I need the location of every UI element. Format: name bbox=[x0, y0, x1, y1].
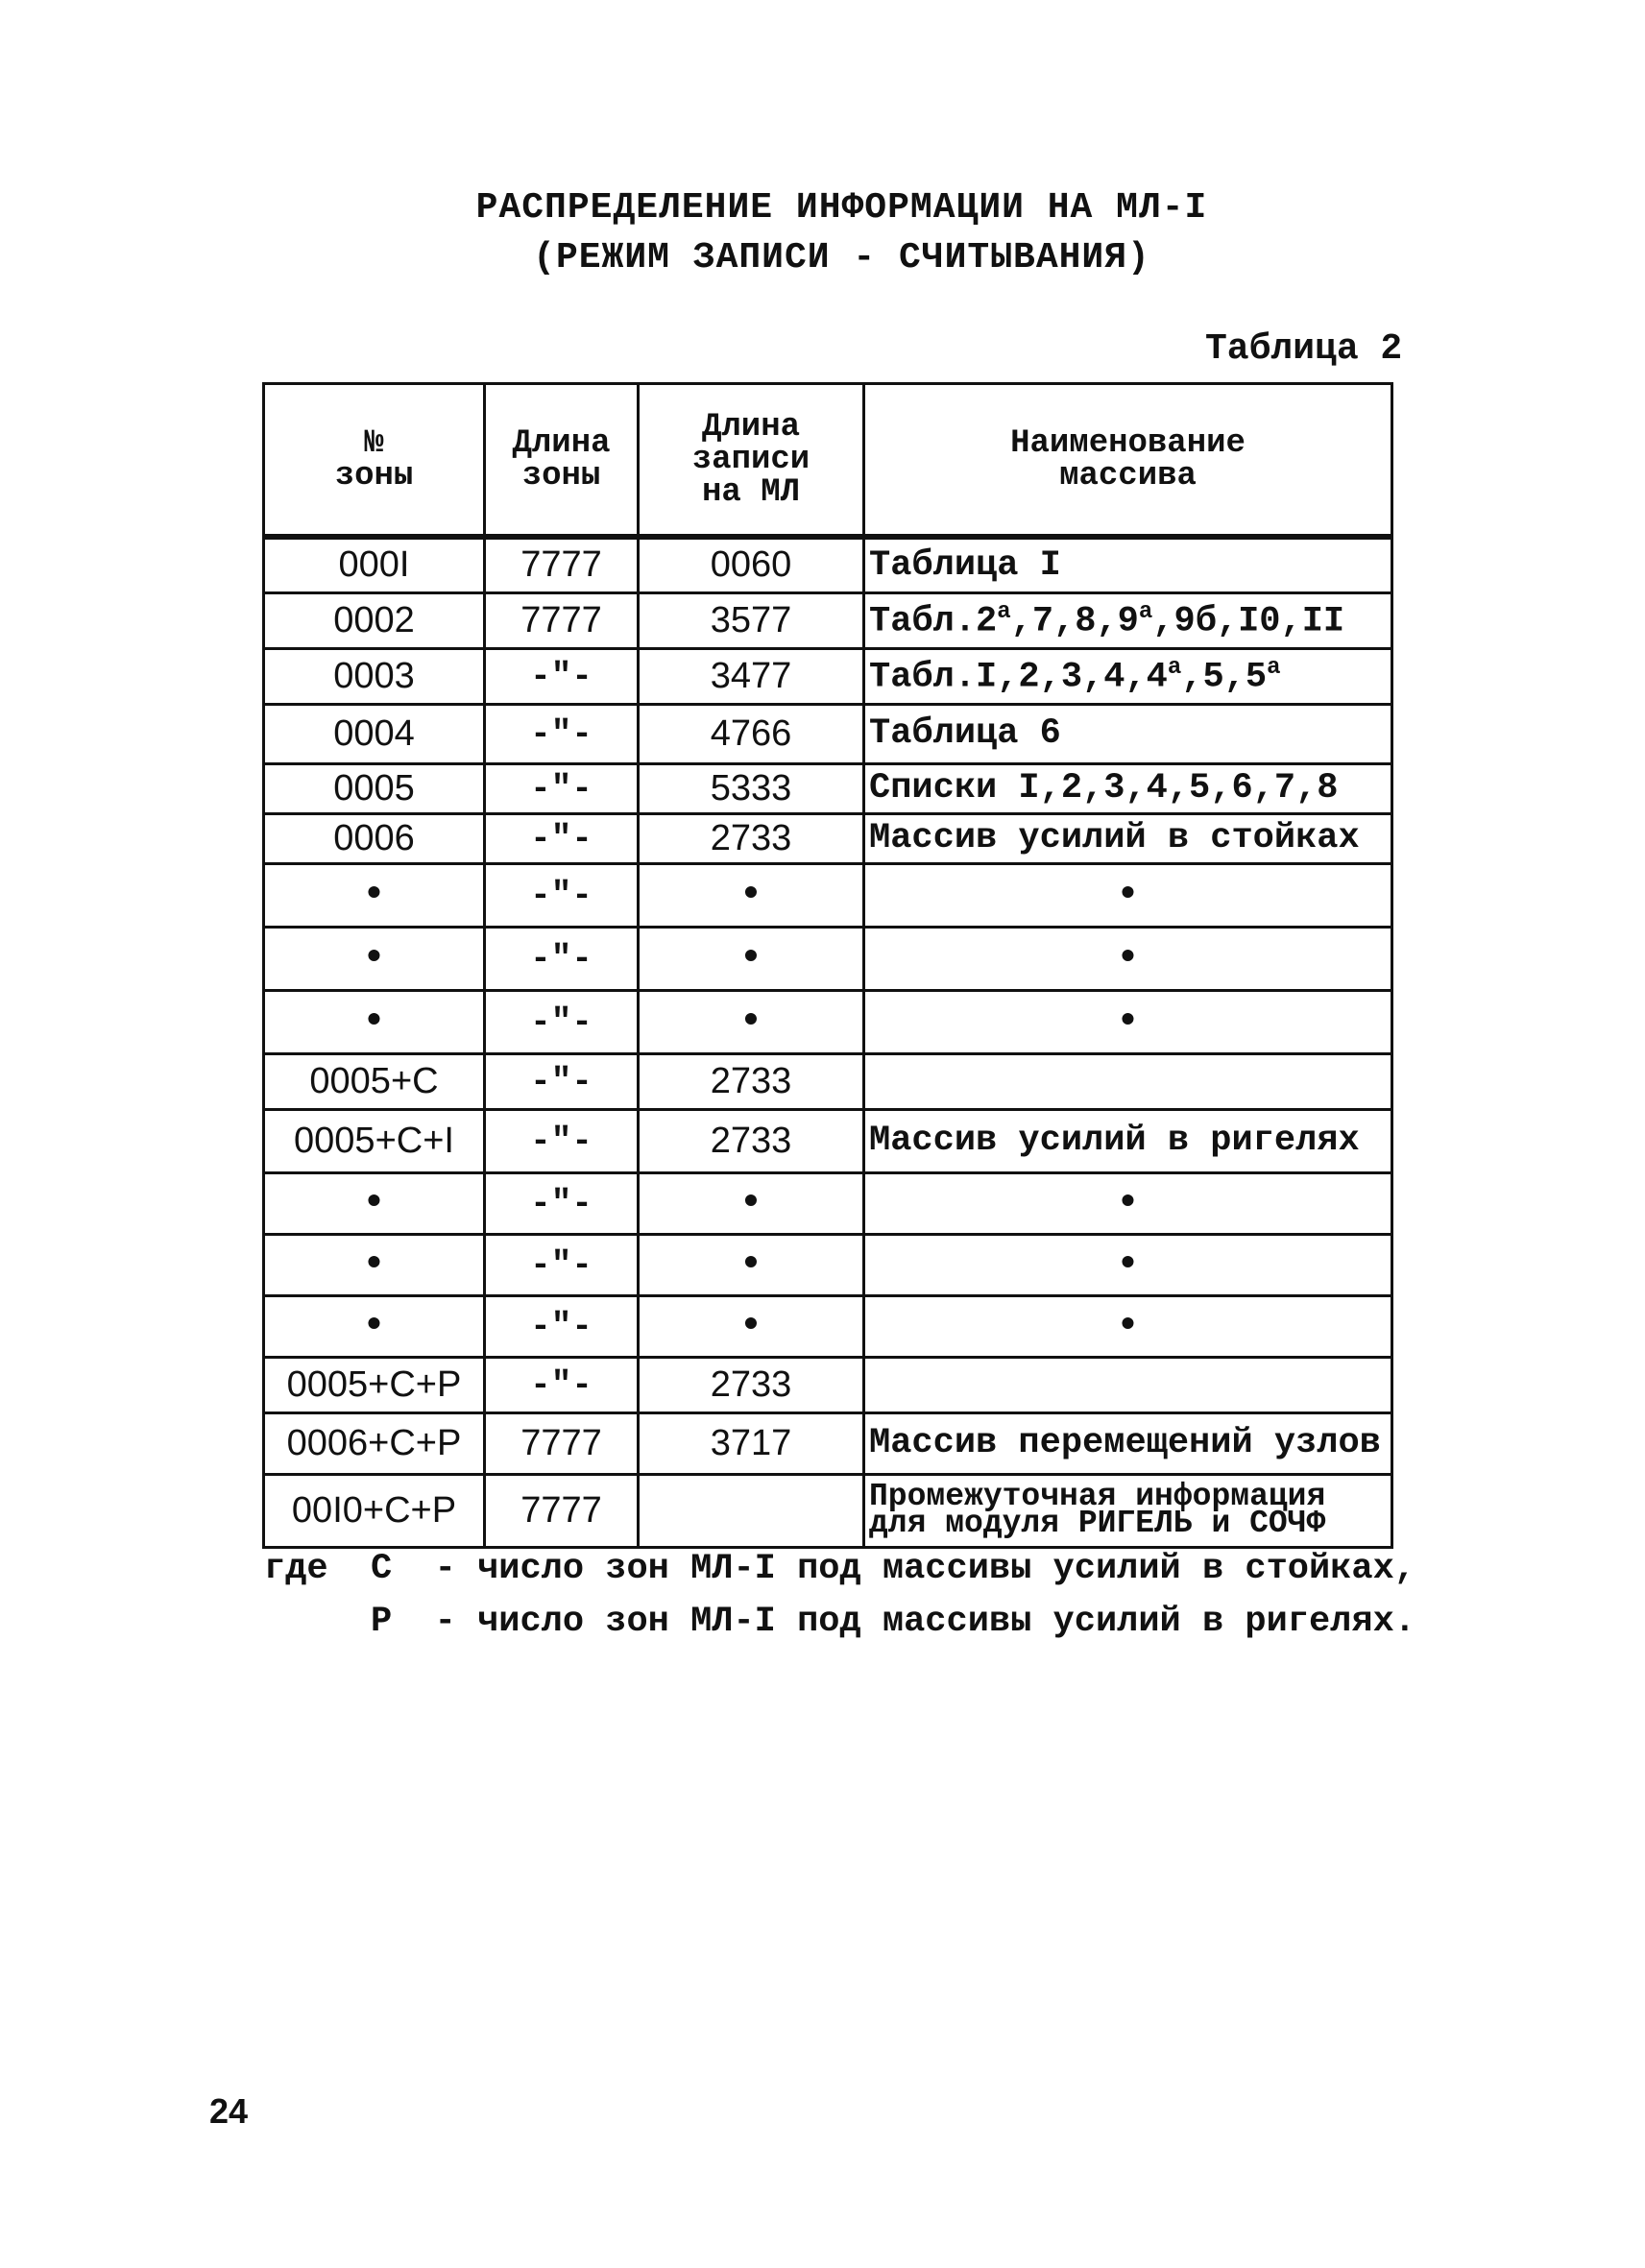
record-length-cell: • bbox=[639, 1172, 864, 1234]
zone-length-cell: -"- bbox=[485, 1053, 639, 1109]
zone-length-cell: -"- bbox=[485, 1295, 639, 1357]
zone-length-cell: -"- bbox=[485, 763, 639, 813]
record-length-cell: 3577 bbox=[639, 592, 864, 648]
page-number: 24 bbox=[209, 2091, 249, 2131]
array-name-cell: • bbox=[864, 1295, 1392, 1357]
zone-number-cell: 00I0+C+P bbox=[264, 1474, 485, 1547]
table-row bbox=[264, 1053, 1392, 1109]
zone-length-cell: -"- bbox=[485, 1234, 639, 1295]
array-name-cell: Массив усилий в ригелях bbox=[864, 1109, 1392, 1172]
zone-length-cell: -"- bbox=[485, 927, 639, 990]
array-name-part: а bbox=[1167, 654, 1182, 681]
table-body bbox=[264, 537, 1392, 1547]
table-row bbox=[264, 927, 1392, 990]
zone-number-cell: 0005+C bbox=[264, 1053, 485, 1109]
array-name-part: ,5,5 bbox=[1181, 657, 1268, 698]
array-name-cell: Промежуточная информация для модуля РИГЕЛЬ и СОЧФ bbox=[864, 1474, 1392, 1547]
zone-number-cell: 0006 bbox=[264, 813, 485, 863]
record-length-cell: 4766 bbox=[639, 704, 864, 763]
zone-length-cell: -"- bbox=[485, 863, 639, 927]
record-length-cell: • bbox=[639, 990, 864, 1053]
array-name-cell: • bbox=[864, 863, 1392, 927]
zone-number-cell: • bbox=[264, 990, 485, 1053]
table-row bbox=[264, 1412, 1392, 1474]
array-name-cell bbox=[864, 1053, 1392, 1109]
document-subtitle: (РЕЖИМ ЗАПИСИ - СЧИТЫВАНИЯ) bbox=[533, 237, 1150, 278]
zone-number-cell: • bbox=[264, 1234, 485, 1295]
note-line-c: где С - число зон МЛ-I под массивы усилий в стойках, bbox=[264, 1549, 1415, 1589]
zone-length-cell: -"- bbox=[485, 1109, 639, 1172]
record-length-cell: • bbox=[639, 863, 864, 927]
table-row bbox=[264, 648, 1392, 704]
zone-length-cell: -"- bbox=[485, 704, 639, 763]
zone-length-cell: -"- bbox=[485, 813, 639, 863]
zone-number-cell: • bbox=[264, 1172, 485, 1234]
zone-length-cell: 7777 bbox=[485, 1474, 639, 1547]
header-array-name: Наименование массива bbox=[864, 384, 1392, 538]
record-length-cell: • bbox=[639, 927, 864, 990]
zone-number-cell: 0003 bbox=[264, 648, 485, 704]
record-length-cell bbox=[639, 1474, 864, 1547]
array-name-part: Табл.2 bbox=[869, 601, 998, 642]
record-length-cell: 3717 bbox=[639, 1412, 864, 1474]
array-name-cell: Таблица I bbox=[864, 537, 1392, 592]
table-row bbox=[264, 763, 1392, 813]
zone-number-cell: 0005+C+P bbox=[264, 1357, 485, 1412]
array-name-cell: Массив перемещений узлов bbox=[864, 1412, 1392, 1474]
array-name-cell bbox=[864, 648, 1392, 704]
array-name-part: а bbox=[1138, 598, 1153, 625]
record-length-cell: • bbox=[639, 1234, 864, 1295]
record-length-cell: 3477 bbox=[639, 648, 864, 704]
zone-number-cell: 0004 bbox=[264, 704, 485, 763]
record-length-cell: 2733 bbox=[639, 1357, 864, 1412]
record-length-cell: 2733 bbox=[639, 813, 864, 863]
document-title: РАСПРЕДЕЛЕНИЕ ИНФОРМАЦИИ НА МЛ-I bbox=[475, 187, 1208, 229]
table-row bbox=[264, 1172, 1392, 1234]
table-row bbox=[264, 990, 1392, 1053]
zone-number-cell: • bbox=[264, 1295, 485, 1357]
array-name-cell: Списки I,2,3,4,5,6,7,8 bbox=[864, 763, 1392, 813]
zone-number-cell: 000I bbox=[264, 537, 485, 592]
zone-length-cell: 7777 bbox=[485, 1412, 639, 1474]
table-row bbox=[264, 704, 1392, 763]
zone-number-cell: 0006+C+P bbox=[264, 1412, 485, 1474]
header-zone-length: Длина зоны bbox=[485, 384, 639, 538]
array-name-part: Табл.I,2,3,4,4 bbox=[869, 657, 1168, 698]
zone-length-cell: -"- bbox=[485, 1357, 639, 1412]
table-header-row bbox=[264, 384, 1392, 538]
table-row bbox=[264, 1109, 1392, 1172]
array-name-part: ,9б,I0,II bbox=[1152, 601, 1345, 642]
zone-length-cell: -"- bbox=[485, 648, 639, 704]
array-name-cell: Массив усилий в стойках bbox=[864, 813, 1392, 863]
zone-length-cell: -"- bbox=[485, 990, 639, 1053]
table-label: Таблица 2 bbox=[1205, 328, 1403, 370]
array-name-cell: • bbox=[864, 927, 1392, 990]
record-length-cell: 0060 bbox=[639, 537, 864, 592]
zone-number-cell: 0002 bbox=[264, 592, 485, 648]
zone-number-cell: • bbox=[264, 863, 485, 927]
header-record-length: Длина записи на МЛ bbox=[639, 384, 864, 538]
table-row bbox=[264, 1295, 1392, 1357]
record-length-cell: 2733 bbox=[639, 1109, 864, 1172]
zone-allocation-table bbox=[262, 382, 1393, 1549]
table-row bbox=[264, 537, 1392, 592]
array-name-cell bbox=[864, 1357, 1392, 1412]
table-row bbox=[264, 592, 1392, 648]
array-name-cell: • bbox=[864, 1172, 1392, 1234]
array-name-part: а bbox=[1267, 654, 1281, 681]
table-row bbox=[264, 1234, 1392, 1295]
zone-length-cell: 7777 bbox=[485, 592, 639, 648]
header-zone-number: № зоны bbox=[264, 384, 485, 538]
array-name-cell: • bbox=[864, 1234, 1392, 1295]
zone-length-cell: 7777 bbox=[485, 537, 639, 592]
array-name-part: ,7,8,9 bbox=[1010, 601, 1139, 642]
record-length-cell: 5333 bbox=[639, 763, 864, 813]
record-length-cell: 2733 bbox=[639, 1053, 864, 1109]
table-row bbox=[264, 1357, 1392, 1412]
note-line-p: Р - число зон МЛ-I под массивы усилий в ригелях. bbox=[264, 1602, 1415, 1642]
array-name-cell bbox=[864, 592, 1392, 648]
table-row bbox=[264, 1474, 1392, 1547]
zone-number-cell: 0005+C+I bbox=[264, 1109, 485, 1172]
array-name-cell: Таблица 6 bbox=[864, 704, 1392, 763]
zone-number-cell: 0005 bbox=[264, 763, 485, 813]
table-row bbox=[264, 863, 1392, 927]
array-name-cell: • bbox=[864, 990, 1392, 1053]
record-length-cell: • bbox=[639, 1295, 864, 1357]
table-row bbox=[264, 813, 1392, 863]
zone-number-cell: • bbox=[264, 927, 485, 990]
array-name-part: а bbox=[997, 598, 1011, 625]
zone-length-cell: -"- bbox=[485, 1172, 639, 1234]
